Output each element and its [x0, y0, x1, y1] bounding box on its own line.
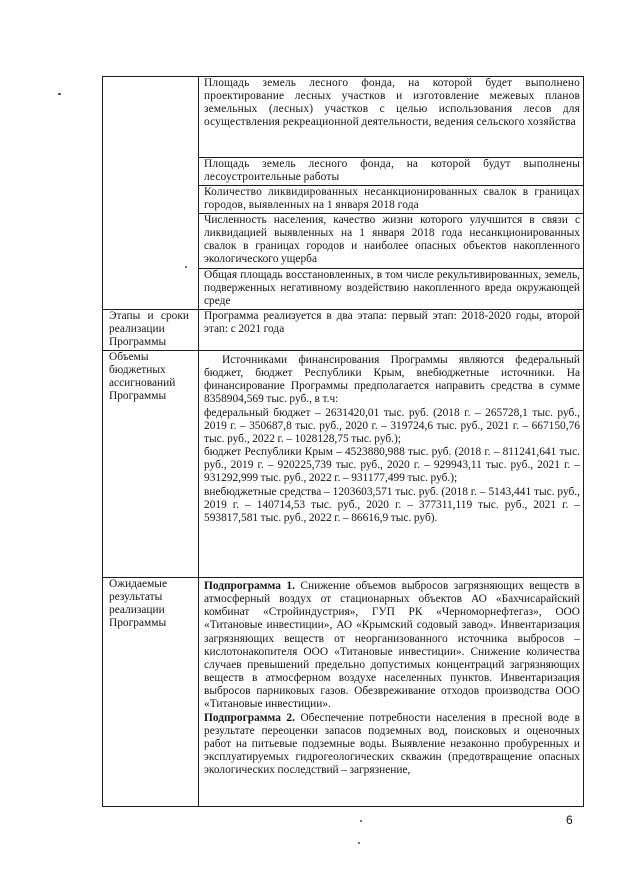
funding-label-line: Объемы — [109, 351, 149, 363]
stages-text: Программа реализуется в два этапа: первый этап: 2018-2020 годы, второй этап: с 2021 года — [204, 310, 580, 336]
expected-label-cell — [103, 578, 199, 807]
subprogram-2-text: Обеспечение потребности населения в пресной воде в результате переоценки запасов подземных вод, поисковых и оценочных работ на питьевые подземные воды. Выявление незаконно пробуренных и эксплуатируемых гидрогеологических скважин (предотвращение опасных экологических последствий – загрязнение, — [204, 711, 580, 777]
table-row-expected — [103, 578, 584, 807]
indicator-cell — [199, 269, 584, 310]
stages-label-line: реализации — [109, 323, 165, 336]
page-number: 6 — [566, 813, 573, 827]
table-row-funding — [103, 351, 584, 578]
indicator-cell — [199, 158, 584, 186]
expected-label-line: Программы — [109, 617, 167, 630]
indicator-text: Площадь земель лесного фонда, на которой будет выполнено проектирование лесных участков и изготовление межевых планов земельных (лесных) участков с целью использования лесов для осуществления рекреационной деятельности, ведения сельского хозяйства — [204, 77, 580, 129]
subprogram-2-title: Подпрограмма 2. — [204, 711, 295, 724]
scan-speck — [358, 842, 360, 844]
scan-speck — [360, 820, 362, 822]
indicator-cell — [199, 186, 584, 214]
funding-extra: внебюджетные средства – 1203603,571 тыс. руб. (2018 г. – 5143,441 тыс. руб., 2019 г. – 140714,53 тыс. руб., 2020 г. – 377311,119 тыс. руб., 2021 г. – 593817,581 тыс. руб., 2022 г. – 86616,9 тыс. руб). — [204, 485, 580, 524]
label-cell — [103, 77, 199, 310]
expected-label-line: реализации — [109, 604, 165, 617]
table-row — [103, 77, 584, 158]
funding-crimea: бюджет Республики Крым – 4523880,988 тыс. руб. (2018 г. – 811241,641 тыс. руб., 2019 г. – 920225,739 тыс. руб., 2020 г. – 929943,11 тыс. руб., 2021 г. – 931292,999 тыс. руб., 2022 г. – 931177,499 тыс. руб.); — [204, 446, 580, 485]
indicator-text: Численность населения, качество жизни которого улучшится в связи с ликвидацией выявленных на 1 января 2018 года несанкционированных свалок в границах городов и наиболее опасных объектов накопленного экологического ущерба — [204, 214, 580, 266]
funding-federal: федеральный бюджет – 2631420,01 тыс. руб. (2018 г. – 265728,1 тыс. руб., 2019 г. – 350687,8 тыс. руб., 2020 г. – 319724,6 тыс. руб., 2021 г. – 667150,76 тыс. руб., 2022 г. – 1028128,75 тыс. руб.); — [204, 406, 580, 445]
indicator-text: Общая площадь восстановленных, в том числе рекультивированных, земель, подверженных негативному воздействию накопленного вреда окружающей среде — [204, 269, 580, 308]
indicator-cell — [199, 77, 584, 158]
indicator-text: Количество ликвидированных несанкционированных свалок в границах городов, выявленных на 1 января 2018 года — [204, 186, 580, 212]
passport-table — [102, 76, 584, 807]
indicator-text: Площадь земель лесного фонда, на которой будут выполнены лесоустроительные работы — [204, 158, 580, 184]
expected-text-cell — [199, 578, 584, 807]
scan-speck — [58, 93, 61, 95]
expected-label-line: Ожидаемые — [109, 578, 168, 590]
funding-label-line: бюджетных — [109, 364, 166, 377]
stages-label-line: Программы — [109, 336, 167, 349]
table-row-stages — [103, 310, 584, 351]
subprogram-1-text: Снижение объемов выбросов загрязняющих веществ в атмосферный воздух от стационарных объектов АО «Бахчисарайский комбинат «Стройиндустрия», ГУП РК «Черноморнефтегаз», ООО «Титановые инвестиции», АО «Крымский содовый завод». Инвентаризация загрязняющих веществ от неорганизованного источника выбросов – кислотонакопителя ООО «Титановые инвестиции». Снижение количества случаев превышений предельно допустимых концентраций загрязняющих веществ в атмосферном воздухе населенных пунктов. Инвентаризация выбросов парниковых газов. Обезвреживание отходов производства ООО «Титановые инвестиции». — [204, 580, 580, 711]
stages-label-word: Этапы — [109, 310, 141, 322]
stages-text-cell — [199, 310, 584, 351]
funding-label-cell — [103, 351, 199, 578]
expected-label-line: результаты — [109, 591, 163, 604]
stages-label-cell — [103, 310, 199, 351]
stages-label-word: сроки — [160, 310, 189, 322]
stages-label-word: и — [147, 310, 154, 322]
funding-label-line: ассигнований — [109, 377, 176, 390]
subprogram-1-title: Подпрограмма 1. — [204, 580, 295, 592]
indicator-cell — [199, 214, 584, 269]
funding-text-cell — [199, 351, 584, 578]
funding-intro: Источниками финансирования Программы являются федеральный бюджет, бюджет Республики Крым, внебюджетные источники. На финансирование Программы предполагается направить средства в сумме 8358904,569 тыс. руб., в т.ч: — [204, 354, 580, 406]
funding-label-line: Программы — [109, 390, 167, 403]
